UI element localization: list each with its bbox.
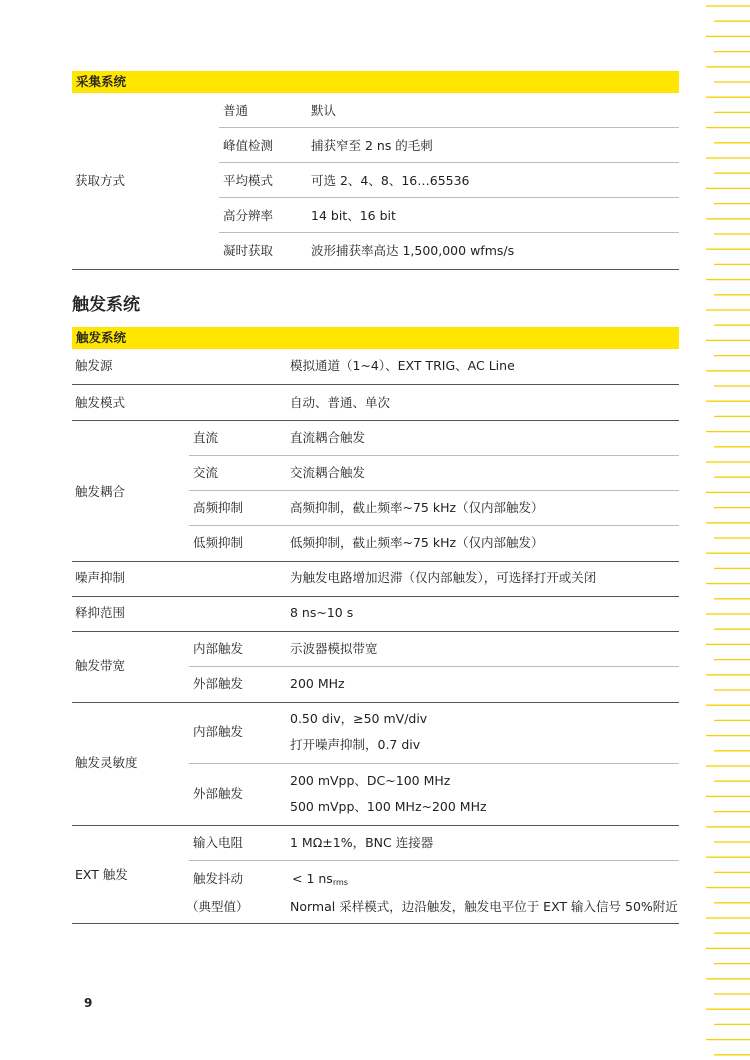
trigger-mode-value: 自动、普通、单次 <box>290 395 391 410</box>
sensitivity-external-line1: 200 mVpp、DC~100 MHz <box>290 773 451 788</box>
ext-jitter-name-note: （典型值） <box>186 899 249 914</box>
row-divider <box>219 232 679 233</box>
coupling-row-name: 高频抑制 <box>193 500 244 515</box>
acquisition-mode-label: 获取方式 <box>75 173 126 188</box>
acq-row-value: 可选 2、4、8、16…65536 <box>311 173 470 188</box>
jitter-sub: rms <box>332 878 348 887</box>
row-divider <box>219 197 679 198</box>
jitter-main: < 1 ns <box>292 871 333 886</box>
acq-row-name: 凝时获取 <box>223 243 274 258</box>
acq-row-name: 峰值检测 <box>223 138 274 153</box>
row-divider <box>189 666 679 667</box>
acq-row-value: 默认 <box>311 103 337 118</box>
trigger-source-label: 触发源 <box>75 358 113 373</box>
table-bottom-rule <box>72 269 679 270</box>
sensitivity-internal-line1: 0.50 div，≥50 mV/div <box>290 711 428 726</box>
ext-impedance-value: 1 MΩ±1%，BNC 连接器 <box>290 835 434 850</box>
trigger-sensitivity-label: 触发灵敏度 <box>75 755 138 770</box>
acq-row-value: 14 bit、16 bit <box>311 208 396 223</box>
table-bottom-rule <box>72 923 679 924</box>
coupling-row-name: 直流 <box>193 430 219 445</box>
row-divider <box>219 127 679 128</box>
row-rule <box>72 631 679 632</box>
coupling-row-value: 高频抑制，截止频率~75 kHz（仅内部触发） <box>290 500 544 515</box>
row-divider <box>189 490 679 491</box>
coupling-row-value: 直流耦合触发 <box>290 430 366 445</box>
holdoff-label: 释抑范围 <box>75 605 126 620</box>
row-divider <box>189 763 679 764</box>
bandwidth-row-value: 200 MHz <box>290 676 345 691</box>
trigger-mode-label: 触发模式 <box>75 395 126 410</box>
acquisition-section-header: 采集系统 <box>72 71 679 93</box>
row-rule <box>72 596 679 597</box>
coupling-row-value: 交流耦合触发 <box>290 465 366 480</box>
bandwidth-row-name: 内部触发 <box>193 641 244 656</box>
ext-jitter-condition: Normal 采样模式，边沿触发，触发电平位于 EXT 输入信号 50%附近 <box>290 899 678 914</box>
acq-row-value: 波形捕获率高达 1,500,000 wfms/s <box>311 243 515 258</box>
ext-jitter-value <box>292 871 348 891</box>
trigger-bandwidth-label: 触发带宽 <box>75 658 126 673</box>
trigger-section-title: 触发系统 <box>72 295 140 315</box>
acq-row-name: 平均模式 <box>223 173 274 188</box>
sensitivity-external-name: 外部触发 <box>193 786 244 801</box>
coupling-row-name: 交流 <box>193 465 219 480</box>
trigger-section-header: 触发系统 <box>72 327 679 349</box>
noise-reject-value: 为触发电路增加迟滞（仅内部触发），可选择打开或关闭 <box>290 570 597 585</box>
trigger-source-value: 模拟通道（1~4）、EXT TRIG、AC Line <box>290 358 515 373</box>
row-rule <box>72 384 679 385</box>
bandwidth-row-value: 示波器模拟带宽 <box>290 641 378 656</box>
coupling-row-value: 低频抑制，截止频率~75 kHz（仅内部触发） <box>290 535 544 550</box>
sensitivity-internal-line2: 打开噪声抑制，0.7 div <box>290 737 421 752</box>
row-divider <box>189 525 679 526</box>
row-rule <box>72 561 679 562</box>
holdoff-value: 8 ns~10 s <box>290 605 354 620</box>
acq-row-name: 普通 <box>223 103 249 118</box>
row-rule <box>72 420 679 421</box>
sensitivity-external-line2: 500 mVpp、100 MHz~200 MHz <box>290 799 487 814</box>
page-number: 9 <box>84 996 93 1010</box>
acq-row-value: 捕获窄至 2 ns 的毛刺 <box>311 138 433 153</box>
decorative-stripes <box>706 0 750 1060</box>
noise-reject-label: 噪声抑制 <box>75 570 126 585</box>
ext-impedance-name: 输入电阻 <box>193 835 244 850</box>
row-divider <box>189 455 679 456</box>
ext-trigger-label: EXT 触发 <box>75 867 128 882</box>
bandwidth-row-name: 外部触发 <box>193 676 244 691</box>
row-divider <box>219 162 679 163</box>
row-rule <box>72 702 679 703</box>
trigger-coupling-label: 触发耦合 <box>75 484 126 499</box>
sensitivity-internal-name: 内部触发 <box>193 724 244 739</box>
ext-jitter-name: 触发抖动 <box>193 871 244 886</box>
acq-row-name: 高分辨率 <box>223 208 274 223</box>
row-divider <box>189 860 679 861</box>
row-rule <box>72 825 679 826</box>
coupling-row-name: 低频抑制 <box>193 535 244 550</box>
